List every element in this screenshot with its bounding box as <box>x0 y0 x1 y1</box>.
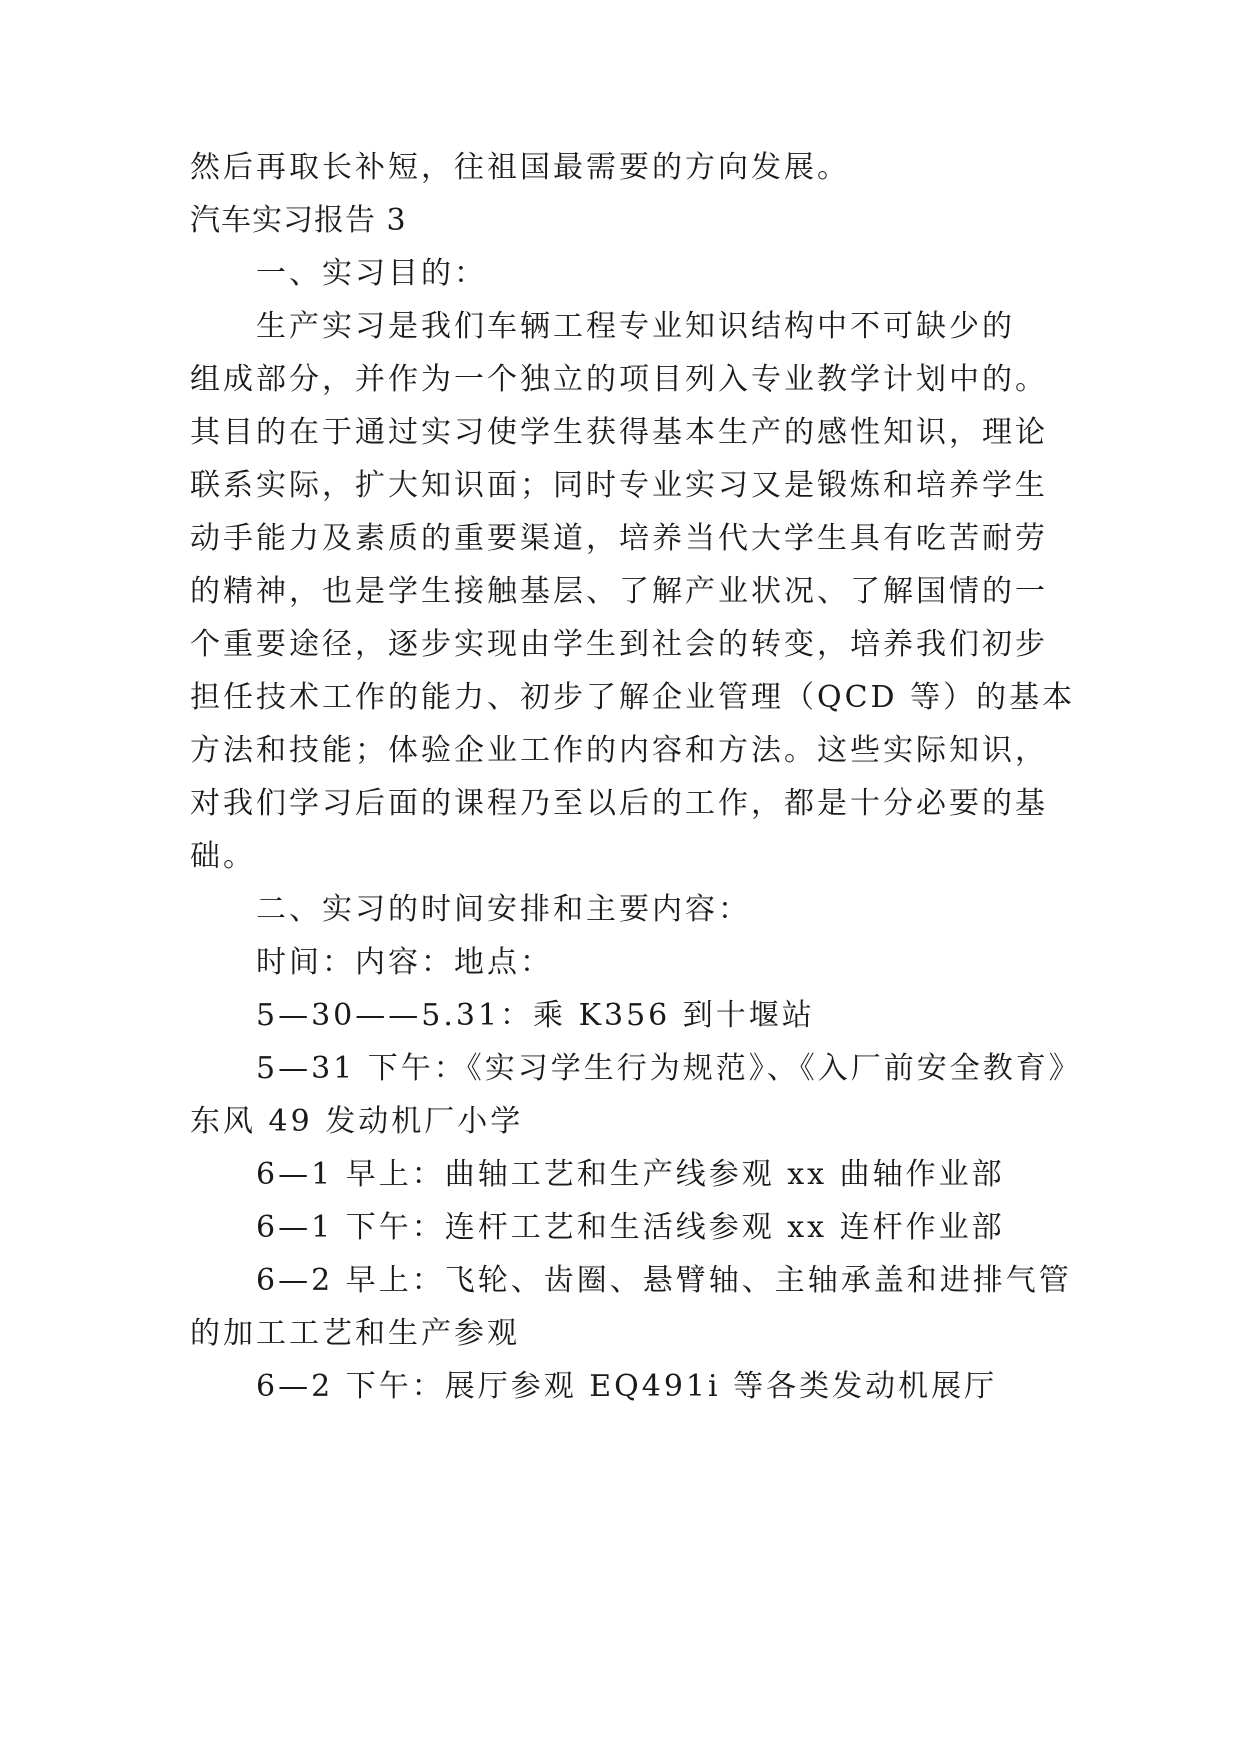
section-title: 汽车实习报告 3 <box>190 203 407 238</box>
paragraph-line: 生产实习是我们车辆工程专业知识结构中不可缺少的 <box>256 309 1015 344</box>
schedule-entry-continued: 的加工工艺和生产参观 <box>190 1316 520 1351</box>
paragraph-line: 担任技术工作的能力、初步了解企业管理（QCD 等）的基本 <box>190 680 1076 715</box>
paragraph-line: 对我们学习后面的课程乃至以后的工作，都是十分必要的基 <box>190 786 1048 821</box>
heading-schedule: 二、实习的时间安排和主要内容： <box>256 892 751 927</box>
paragraph-line: 动手能力及素质的重要渠道，培养当代大学生具有吃苦耐劳 <box>190 521 1048 556</box>
schedule-entry: 5—31 下午：《实习学生行为规范》、《入厂前安全教育》 <box>256 1051 1082 1086</box>
schedule-entry: 6—2 早上：飞轮、齿圈、悬臂轴、主轴承盖和进排气管 <box>256 1263 1072 1298</box>
schedule-header: 时间：内容：地点： <box>256 945 553 980</box>
schedule-entry-continued: 东风 49 发动机厂小学 <box>190 1104 524 1139</box>
paragraph-line: 联系实际，扩大知识面；同时专业实习又是锻炼和培养学生 <box>190 468 1048 503</box>
paragraph-line: 其目的在于通过实习使学生获得基本生产的感性知识，理论 <box>190 415 1048 450</box>
schedule-entry: 6—2 下午：展厅参观 EQ491i 等各类发动机展厅 <box>256 1369 998 1404</box>
paragraph-line: 组成部分，并作为一个独立的项目列入专业教学计划中的。 <box>190 362 1048 397</box>
paragraph-line: 然后再取长补短，往祖国最需要的方向发展。 <box>190 150 850 185</box>
schedule-entry: 5—30——5.31：乘 K356 到十堰站 <box>256 998 815 1033</box>
paragraph-line: 个重要途径，逐步实现由学生到社会的转变，培养我们初步 <box>190 627 1048 662</box>
schedule-entry: 6—1 下午：连杆工艺和生活线参观 xx 连杆作业部 <box>256 1210 1005 1245</box>
heading-purpose: 一、实习目的： <box>256 256 487 291</box>
paragraph-line: 础。 <box>190 839 256 874</box>
paragraph-line: 方法和技能；体验企业工作的内容和方法。这些实际知识， <box>190 733 1048 768</box>
paragraph-line: 的精神，也是学生接触基层、了解产业状况、了解国情的一 <box>190 574 1048 609</box>
schedule-entry: 6—1 早上：曲轴工艺和生产线参观 xx 曲轴作业部 <box>256 1157 1005 1192</box>
